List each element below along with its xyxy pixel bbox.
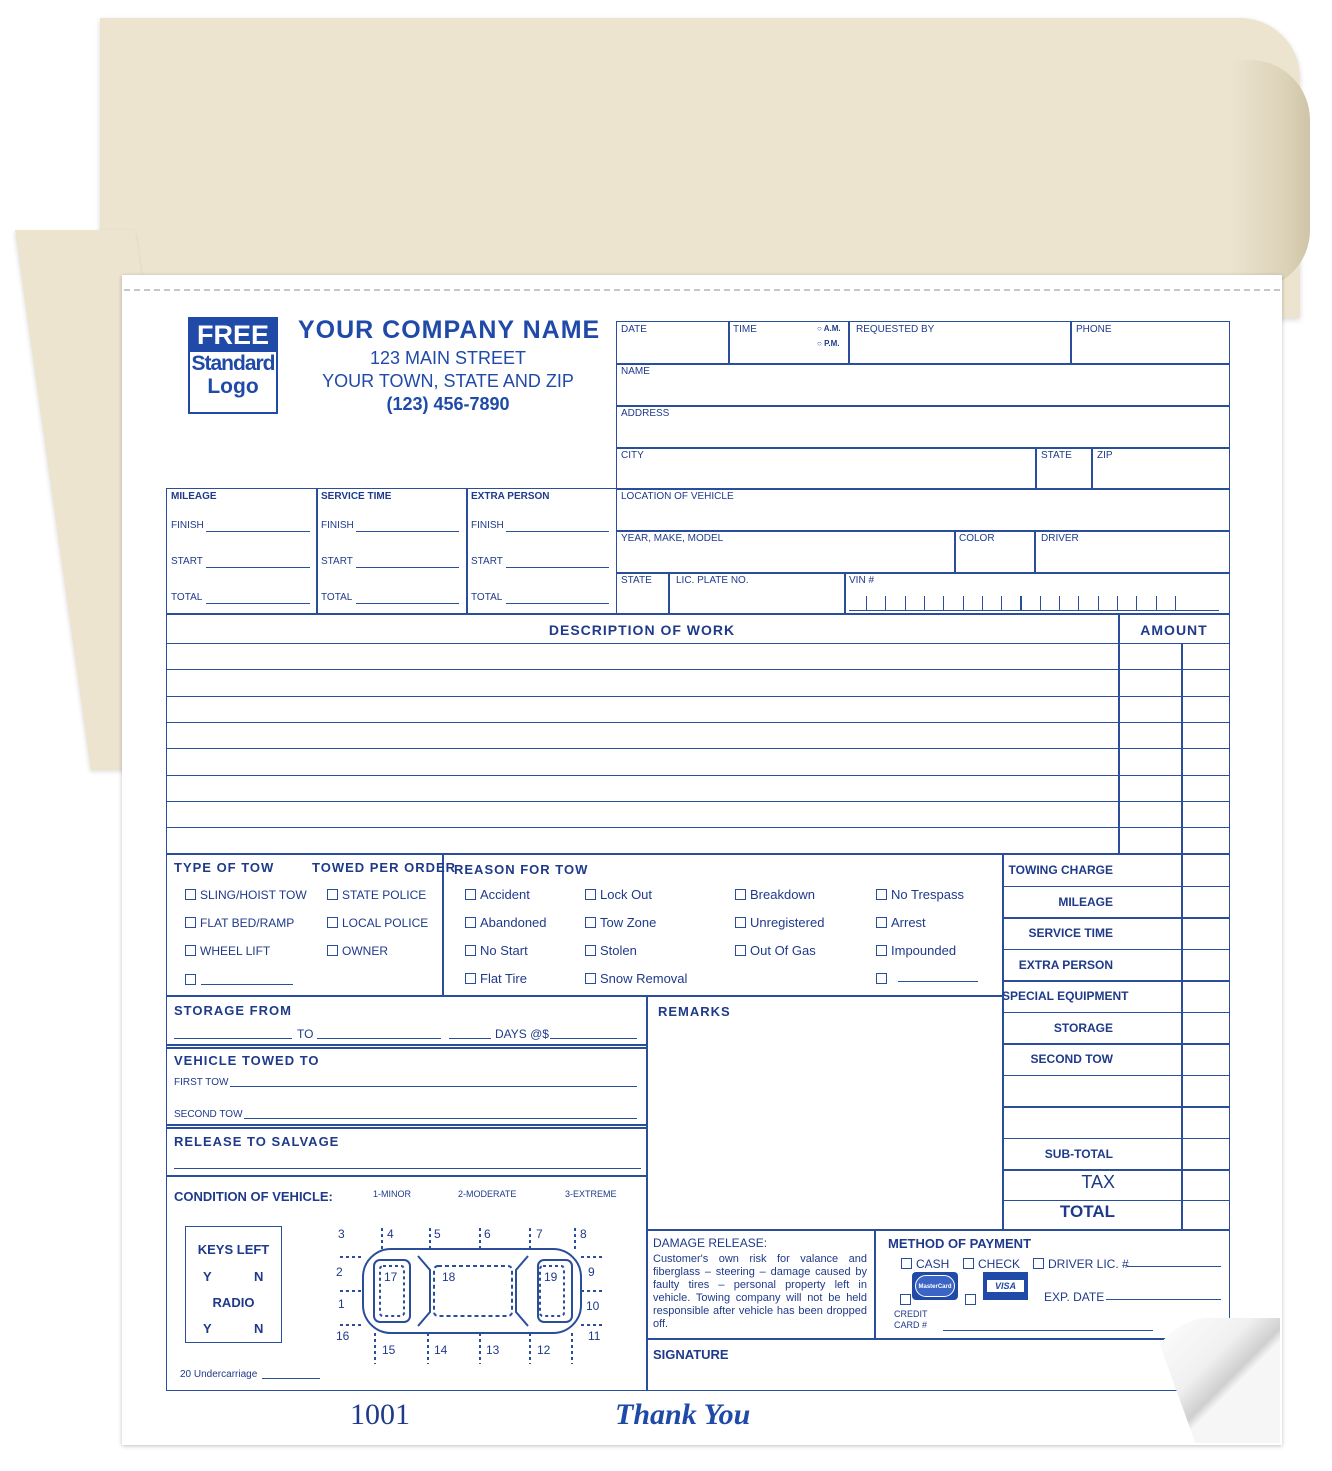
vin-tick bbox=[1156, 596, 1157, 610]
grid-line bbox=[1091, 447, 1093, 488]
remarks-box bbox=[646, 996, 1004, 1230]
grid-line bbox=[1070, 321, 1072, 363]
signature-box bbox=[646, 1338, 1230, 1391]
vin-tick bbox=[1136, 596, 1137, 610]
tow-order-option-label: OWNER bbox=[342, 944, 388, 958]
reason-option[interactable] bbox=[735, 915, 824, 930]
zone-number: 1 bbox=[338, 1297, 345, 1311]
payment-title: METHOD OF PAYMENT bbox=[888, 1236, 1032, 1251]
name-label: NAME bbox=[621, 366, 650, 377]
reason-option-label: No Trespass bbox=[891, 887, 964, 902]
keys-yes[interactable]: Y bbox=[203, 1269, 212, 1284]
city-label: CITY bbox=[621, 450, 644, 461]
vin-tick bbox=[1175, 596, 1176, 610]
work-line[interactable] bbox=[166, 722, 1118, 723]
exp-date-label: EXP. DATE bbox=[1044, 1290, 1105, 1304]
am-option[interactable]: ○ A.M. bbox=[817, 324, 841, 333]
grid-line bbox=[616, 405, 1230, 407]
tow-order-option-checkbox[interactable] bbox=[327, 889, 338, 900]
driver-lic-option[interactable] bbox=[1033, 1257, 1129, 1271]
reason-title: REASON FOR TOW bbox=[454, 862, 589, 877]
car-body-outline bbox=[363, 1249, 581, 1333]
reason-option[interactable] bbox=[876, 915, 926, 930]
meter-finish-label: FINISH bbox=[471, 520, 504, 531]
grid-line bbox=[616, 530, 1230, 532]
check-option[interactable] bbox=[963, 1257, 1020, 1271]
vin-tick bbox=[982, 596, 983, 610]
reason-option-label: Tow Zone bbox=[600, 915, 657, 930]
tow-type-option-checkbox[interactable] bbox=[185, 917, 196, 928]
amount-line[interactable] bbox=[1118, 775, 1230, 776]
ymm-label: YEAR, MAKE, MODEL bbox=[621, 533, 724, 544]
first-tow-line[interactable] bbox=[230, 1086, 637, 1087]
reason-option-label: Breakdown bbox=[750, 887, 816, 902]
meter-title: SERVICE TIME bbox=[321, 491, 392, 502]
driver-lic-checkbox[interactable] bbox=[1033, 1258, 1044, 1269]
reason-option-checkbox[interactable] bbox=[735, 917, 746, 928]
reason-option-label: No Start bbox=[480, 943, 528, 958]
damage-text: Customer's own risk for valance and fiberglass – steering – damage caused by faulty tires – personal property left in vehicle. Towing company will not be held responsible after vehicle has been dropped off. bbox=[653, 1253, 867, 1330]
logo-free: FREE bbox=[190, 319, 276, 352]
tow-order-option-checkbox[interactable] bbox=[327, 945, 338, 956]
charge-line bbox=[1002, 1012, 1230, 1014]
charge-line bbox=[1002, 1043, 1230, 1045]
reason-option-checkbox[interactable] bbox=[585, 917, 596, 928]
work-table bbox=[166, 614, 1230, 854]
charge-line bbox=[1002, 1106, 1230, 1108]
windshield bbox=[418, 1256, 430, 1326]
vin-tick bbox=[1040, 596, 1041, 610]
tow-type-option-label: SLING/HOIST TOW bbox=[200, 888, 307, 902]
vin-tick bbox=[885, 596, 886, 610]
cash-option[interactable] bbox=[901, 1257, 949, 1271]
zone-number: 8 bbox=[580, 1227, 587, 1241]
tow-order-option-label: LOCAL POLICE bbox=[342, 916, 429, 930]
driver-lic-line[interactable] bbox=[1127, 1266, 1221, 1267]
tow-order-option[interactable] bbox=[327, 888, 426, 902]
charge-label: EXTRA PERSON bbox=[1018, 957, 1113, 972]
reason-option-label: Snow Removal bbox=[600, 971, 688, 986]
grid-line bbox=[616, 488, 1230, 490]
am-label: A.M. bbox=[823, 324, 841, 333]
meter-finish-line[interactable] bbox=[206, 531, 310, 532]
reason-option[interactable] bbox=[735, 943, 816, 958]
reason-other-line[interactable] bbox=[898, 981, 978, 982]
zone-number: 16 bbox=[336, 1329, 350, 1343]
meter-total-label: TOTAL bbox=[171, 592, 203, 603]
zone-number: 5 bbox=[434, 1227, 441, 1241]
vin-tick bbox=[1059, 596, 1060, 610]
tow-type-other-option-checkbox[interactable] bbox=[185, 974, 196, 985]
reason-option-label: Arrest bbox=[891, 915, 926, 930]
meter-total-label: TOTAL bbox=[321, 592, 353, 603]
tow-type-option[interactable] bbox=[185, 888, 307, 902]
charge-line bbox=[1002, 1138, 1230, 1140]
vin-label: VIN # bbox=[849, 575, 875, 586]
reason-option[interactable] bbox=[585, 915, 656, 930]
reason-option[interactable] bbox=[585, 887, 652, 902]
zone-number: 12 bbox=[537, 1343, 551, 1357]
time-label: TIME bbox=[733, 324, 757, 335]
tow-order-option-label: STATE POLICE bbox=[342, 888, 427, 902]
reason-option-checkbox[interactable] bbox=[876, 917, 887, 928]
plate-label: LIC. PLATE NO. bbox=[676, 575, 749, 586]
tow-type-option-label: FLAT BED/RAMP bbox=[200, 916, 295, 930]
charge-line bbox=[1002, 949, 1230, 951]
tow-order-option-checkbox[interactable] bbox=[327, 917, 338, 928]
amount-line[interactable] bbox=[1118, 669, 1230, 670]
meter-title: MILEAGE bbox=[171, 491, 217, 502]
amount-line[interactable] bbox=[1118, 696, 1230, 697]
driver-lic-label: DRIVER LIC. # bbox=[1048, 1257, 1129, 1271]
meter-start-line[interactable] bbox=[506, 567, 609, 568]
check-checkbox[interactable] bbox=[963, 1258, 974, 1269]
zone-number: 17 bbox=[384, 1270, 398, 1284]
reason-option-checkbox[interactable] bbox=[735, 945, 746, 956]
signature-label: SIGNATURE bbox=[653, 1347, 729, 1362]
location-label: LOCATION OF VEHICLE bbox=[621, 491, 734, 502]
logo-logo: Logo bbox=[207, 375, 259, 398]
reason-option-label: Impounded bbox=[891, 943, 957, 958]
reason-option[interactable] bbox=[876, 887, 964, 902]
reason-option-label: Lock Out bbox=[600, 887, 653, 902]
meter-start-label: START bbox=[171, 556, 203, 567]
cash-checkbox[interactable] bbox=[901, 1258, 912, 1269]
charge-line bbox=[1002, 1075, 1230, 1077]
reason-option[interactable] bbox=[735, 887, 815, 902]
radio-yes[interactable]: Y bbox=[203, 1321, 212, 1336]
company-street: 123 MAIN STREET bbox=[369, 348, 527, 368]
check-label: CHECK bbox=[978, 1257, 1021, 1271]
tow-type-option[interactable] bbox=[185, 944, 270, 958]
reason-other-option-checkbox[interactable] bbox=[876, 973, 887, 984]
tow-type-option[interactable] bbox=[185, 916, 294, 930]
charge-label: SPECIAL EQUIPMENT bbox=[1002, 989, 1129, 1003]
vehicle-diagram bbox=[330, 1222, 620, 1372]
visa-icon bbox=[983, 1272, 1028, 1300]
meter-total-line[interactable] bbox=[356, 603, 459, 604]
vin-tick bbox=[1098, 596, 1099, 610]
grid-line bbox=[1035, 447, 1037, 488]
reason-option[interactable] bbox=[876, 943, 956, 958]
grid-line bbox=[316, 488, 318, 614]
grid-line bbox=[166, 1044, 648, 1046]
charge-label: SERVICE TIME bbox=[1028, 926, 1113, 940]
grid-line bbox=[442, 854, 444, 996]
charge-line bbox=[1002, 1200, 1230, 1202]
storage-from-line[interactable] bbox=[174, 1038, 292, 1039]
reason-option-label: Accident bbox=[480, 887, 530, 902]
remarks-title: REMARKS bbox=[658, 1004, 731, 1019]
reason-option-label: Abandoned bbox=[480, 915, 547, 930]
vin-tick bbox=[905, 596, 906, 610]
meter-start-line[interactable] bbox=[206, 567, 310, 568]
grid-line bbox=[1034, 530, 1036, 572]
tow-type-other-line[interactable] bbox=[201, 984, 293, 985]
reason-option-checkbox[interactable] bbox=[735, 889, 746, 900]
work-line[interactable] bbox=[166, 827, 1118, 828]
grid-line bbox=[844, 572, 846, 614]
grid-line bbox=[616, 572, 1230, 574]
charge-label: MILEAGE bbox=[1058, 894, 1113, 909]
driver-label: DRIVER bbox=[1041, 533, 1079, 544]
logo-standard: Standard bbox=[191, 352, 275, 375]
zone-number: 6 bbox=[484, 1227, 491, 1241]
zone-number: 15 bbox=[382, 1343, 396, 1357]
grid-line bbox=[668, 572, 670, 614]
exp-date-line[interactable] bbox=[1106, 1299, 1221, 1300]
extreme-label: 3-EXTREME bbox=[565, 1189, 617, 1199]
grid-line bbox=[616, 447, 1230, 449]
amount-line[interactable] bbox=[1118, 748, 1230, 749]
reason-option-label: Out Of Gas bbox=[750, 943, 816, 958]
salvage-title: RELEASE TO SALVAGE bbox=[174, 1134, 340, 1149]
form-number: 1001 bbox=[350, 1398, 410, 1431]
reason-option-checkbox[interactable] bbox=[876, 945, 887, 956]
company-phone: (123) 456-7890 bbox=[386, 394, 510, 414]
vin-tick bbox=[1078, 596, 1079, 610]
card-label: CARD # bbox=[894, 1320, 928, 1330]
charge-line bbox=[1002, 980, 1230, 982]
charge-line bbox=[1002, 886, 1230, 888]
amount-line[interactable] bbox=[1118, 643, 1230, 644]
work-line[interactable] bbox=[166, 775, 1118, 776]
keys-no[interactable]: N bbox=[254, 1269, 264, 1284]
grid-line bbox=[954, 530, 956, 572]
grid-line bbox=[466, 488, 468, 614]
address-label: ADDRESS bbox=[621, 408, 670, 419]
meters-box bbox=[166, 488, 617, 614]
reason-option[interactable] bbox=[465, 915, 547, 930]
rear-window bbox=[516, 1256, 528, 1326]
work-line[interactable] bbox=[166, 801, 1118, 802]
color-label: COLOR bbox=[959, 533, 995, 544]
back-sheet bbox=[100, 18, 1300, 318]
storage-rate-line[interactable] bbox=[550, 1038, 637, 1039]
tow-type-other-option[interactable] bbox=[185, 972, 200, 987]
charge-line bbox=[1002, 1169, 1230, 1171]
grid-line bbox=[166, 1047, 648, 1049]
total-label: TOTAL bbox=[1059, 1202, 1115, 1221]
zip-label: ZIP bbox=[1097, 450, 1113, 461]
vin-tick bbox=[963, 596, 964, 610]
work-line[interactable] bbox=[166, 696, 1118, 697]
work-line[interactable] bbox=[166, 643, 1118, 644]
reason-option-checkbox[interactable] bbox=[585, 973, 596, 984]
card-number-line[interactable] bbox=[943, 1330, 1153, 1331]
mastercard-icon bbox=[912, 1272, 958, 1300]
reason-option-checkbox[interactable] bbox=[465, 973, 476, 984]
grid-line bbox=[166, 1124, 648, 1126]
storage-title: STORAGE FROM bbox=[174, 1003, 292, 1018]
tax-label: TAX bbox=[1081, 1172, 1115, 1192]
meter-title: EXTRA PERSON bbox=[471, 491, 550, 502]
towed-to-title: VEHICLE TOWED TO bbox=[174, 1053, 320, 1068]
zone-number: 10 bbox=[586, 1299, 600, 1313]
date-label: DATE bbox=[621, 324, 647, 335]
credit-label: CREDIT bbox=[894, 1309, 928, 1319]
charge-label: STORAGE bbox=[1053, 1020, 1113, 1035]
first-tow-label: FIRST TOW bbox=[174, 1077, 229, 1088]
state2-label: STATE bbox=[621, 575, 652, 586]
tow-type-option-label: WHEEL LIFT bbox=[200, 944, 271, 958]
work-line[interactable] bbox=[166, 669, 1118, 670]
grid-line bbox=[848, 321, 850, 363]
zone-number: 3 bbox=[338, 1227, 345, 1241]
storage-days-line[interactable] bbox=[449, 1038, 491, 1039]
back-sheet-roll bbox=[1230, 60, 1310, 290]
tow-order-option[interactable] bbox=[327, 944, 388, 958]
radio-no[interactable]: N bbox=[254, 1321, 264, 1336]
type-of-tow-title: TYPE OF TOW bbox=[174, 860, 275, 875]
pm-label: P.M. bbox=[824, 339, 840, 348]
charge-line bbox=[1002, 917, 1230, 919]
reason-option-checkbox[interactable] bbox=[585, 889, 596, 900]
grid-line bbox=[1118, 614, 1120, 854]
reason-option-checkbox[interactable] bbox=[585, 945, 596, 956]
subtotal-label: SUB-TOTAL bbox=[1044, 1147, 1113, 1161]
customer-grid bbox=[616, 321, 1230, 614]
meter-finish-label: FINISH bbox=[171, 520, 204, 531]
reason-option-label: Stolen bbox=[600, 943, 637, 958]
zone-number: 11 bbox=[588, 1329, 601, 1343]
reason-option[interactable] bbox=[585, 943, 637, 958]
undercarriage-label: 20 Undercarriage bbox=[180, 1369, 258, 1380]
amount-header: AMOUNT bbox=[1140, 622, 1208, 638]
tow-type-option-checkbox[interactable] bbox=[185, 889, 196, 900]
company-town: YOUR TOWN, STATE AND ZIP bbox=[322, 371, 574, 391]
meter-finish-label: FINISH bbox=[321, 520, 354, 531]
pm-option[interactable]: ○ P.M. bbox=[817, 339, 840, 348]
amount-line[interactable] bbox=[1118, 722, 1230, 723]
reason-other-option[interactable] bbox=[876, 971, 891, 986]
vin-tick bbox=[1020, 596, 1021, 610]
reason-option-label: Flat Tire bbox=[480, 971, 527, 986]
reason-option-checkbox[interactable] bbox=[465, 917, 476, 928]
zone-number: 2 bbox=[336, 1265, 343, 1279]
requested-by-label: REQUESTED BY bbox=[856, 324, 935, 335]
company-name: YOUR COMPANY NAME bbox=[298, 316, 601, 344]
cash-label: CASH bbox=[916, 1257, 950, 1271]
reason-option-checkbox[interactable] bbox=[876, 889, 887, 900]
amount-line[interactable] bbox=[1118, 801, 1230, 802]
reason-option[interactable] bbox=[585, 971, 687, 986]
towed-per-order-title: TOWED PER ORDER bbox=[312, 860, 457, 875]
perforation bbox=[124, 289, 1280, 291]
tow-type-option-checkbox[interactable] bbox=[185, 945, 196, 956]
mastercard-label: MasterCard bbox=[915, 1275, 955, 1297]
reason-option[interactable] bbox=[465, 887, 530, 902]
visa-label: VISA bbox=[987, 1280, 1024, 1292]
radio-label: RADIO bbox=[212, 1295, 255, 1310]
charge-label: SECOND TOW bbox=[1030, 1052, 1113, 1066]
state-label: STATE bbox=[1041, 450, 1072, 461]
minor-label: 1-MINOR bbox=[373, 1189, 411, 1199]
zone-number: 18 bbox=[442, 1270, 456, 1284]
grid-line bbox=[728, 321, 730, 363]
charge-label: TOWING CHARGE bbox=[1008, 863, 1113, 877]
reason-option-label: Unregistered bbox=[750, 915, 825, 930]
storage-to-label: TO bbox=[297, 1027, 314, 1041]
zone-number: 13 bbox=[486, 1343, 500, 1357]
logo bbox=[188, 317, 278, 414]
zone-number: 19 bbox=[544, 1270, 558, 1284]
meter-start-line[interactable] bbox=[356, 567, 459, 568]
grid-line bbox=[616, 363, 1230, 365]
keys-left-label: KEYS LEFT bbox=[197, 1242, 270, 1257]
meter-total-line[interactable] bbox=[206, 603, 310, 604]
amount-line[interactable] bbox=[1118, 827, 1230, 828]
salvage-line[interactable] bbox=[174, 1168, 641, 1169]
vin-tick bbox=[1001, 596, 1002, 610]
condition-title: CONDITION OF VEHICLE: bbox=[174, 1189, 333, 1204]
meter-total-label: TOTAL bbox=[471, 592, 503, 603]
zone-number: 4 bbox=[387, 1227, 394, 1241]
days-label: DAYS @$ bbox=[495, 1027, 549, 1041]
zone-number: 9 bbox=[588, 1265, 595, 1279]
moderate-label: 2-MODERATE bbox=[458, 1189, 517, 1199]
second-tow-line[interactable] bbox=[244, 1118, 637, 1119]
vin-tick bbox=[1117, 596, 1118, 610]
mastercard-checkbox[interactable] bbox=[900, 1291, 915, 1309]
vin-tick bbox=[924, 596, 925, 610]
meter-total-line[interactable] bbox=[506, 603, 609, 604]
reason-option-checkbox[interactable] bbox=[465, 889, 476, 900]
thank-you: Thank You bbox=[615, 1398, 751, 1431]
storage-to-line[interactable] bbox=[317, 1038, 441, 1039]
description-header: DESCRIPTION OF WORK bbox=[548, 622, 736, 638]
vin-baseline bbox=[849, 610, 1219, 611]
meter-finish-line[interactable] bbox=[356, 531, 459, 532]
meter-finish-line[interactable] bbox=[506, 531, 609, 532]
zone-number: 7 bbox=[536, 1227, 543, 1241]
cents-divider bbox=[1181, 854, 1183, 1230]
damage-title: DAMAGE RELEASE: bbox=[653, 1236, 768, 1250]
grid-line bbox=[166, 1127, 648, 1129]
phone-label: PHONE bbox=[1076, 324, 1112, 335]
reason-option[interactable] bbox=[465, 943, 528, 958]
work-line[interactable] bbox=[166, 748, 1118, 749]
undercarriage-line[interactable] bbox=[262, 1378, 320, 1379]
reason-option-checkbox[interactable] bbox=[465, 945, 476, 956]
meter-start-label: START bbox=[471, 556, 503, 567]
vin-tick bbox=[866, 596, 867, 610]
second-tow-label: SECOND TOW bbox=[174, 1109, 243, 1120]
reason-option[interactable] bbox=[465, 971, 527, 986]
visa-checkbox[interactable] bbox=[965, 1291, 980, 1309]
zone-number: 14 bbox=[434, 1343, 448, 1357]
vin-tick bbox=[943, 596, 944, 610]
tow-order-option[interactable] bbox=[327, 916, 428, 930]
meter-start-label: START bbox=[321, 556, 353, 567]
